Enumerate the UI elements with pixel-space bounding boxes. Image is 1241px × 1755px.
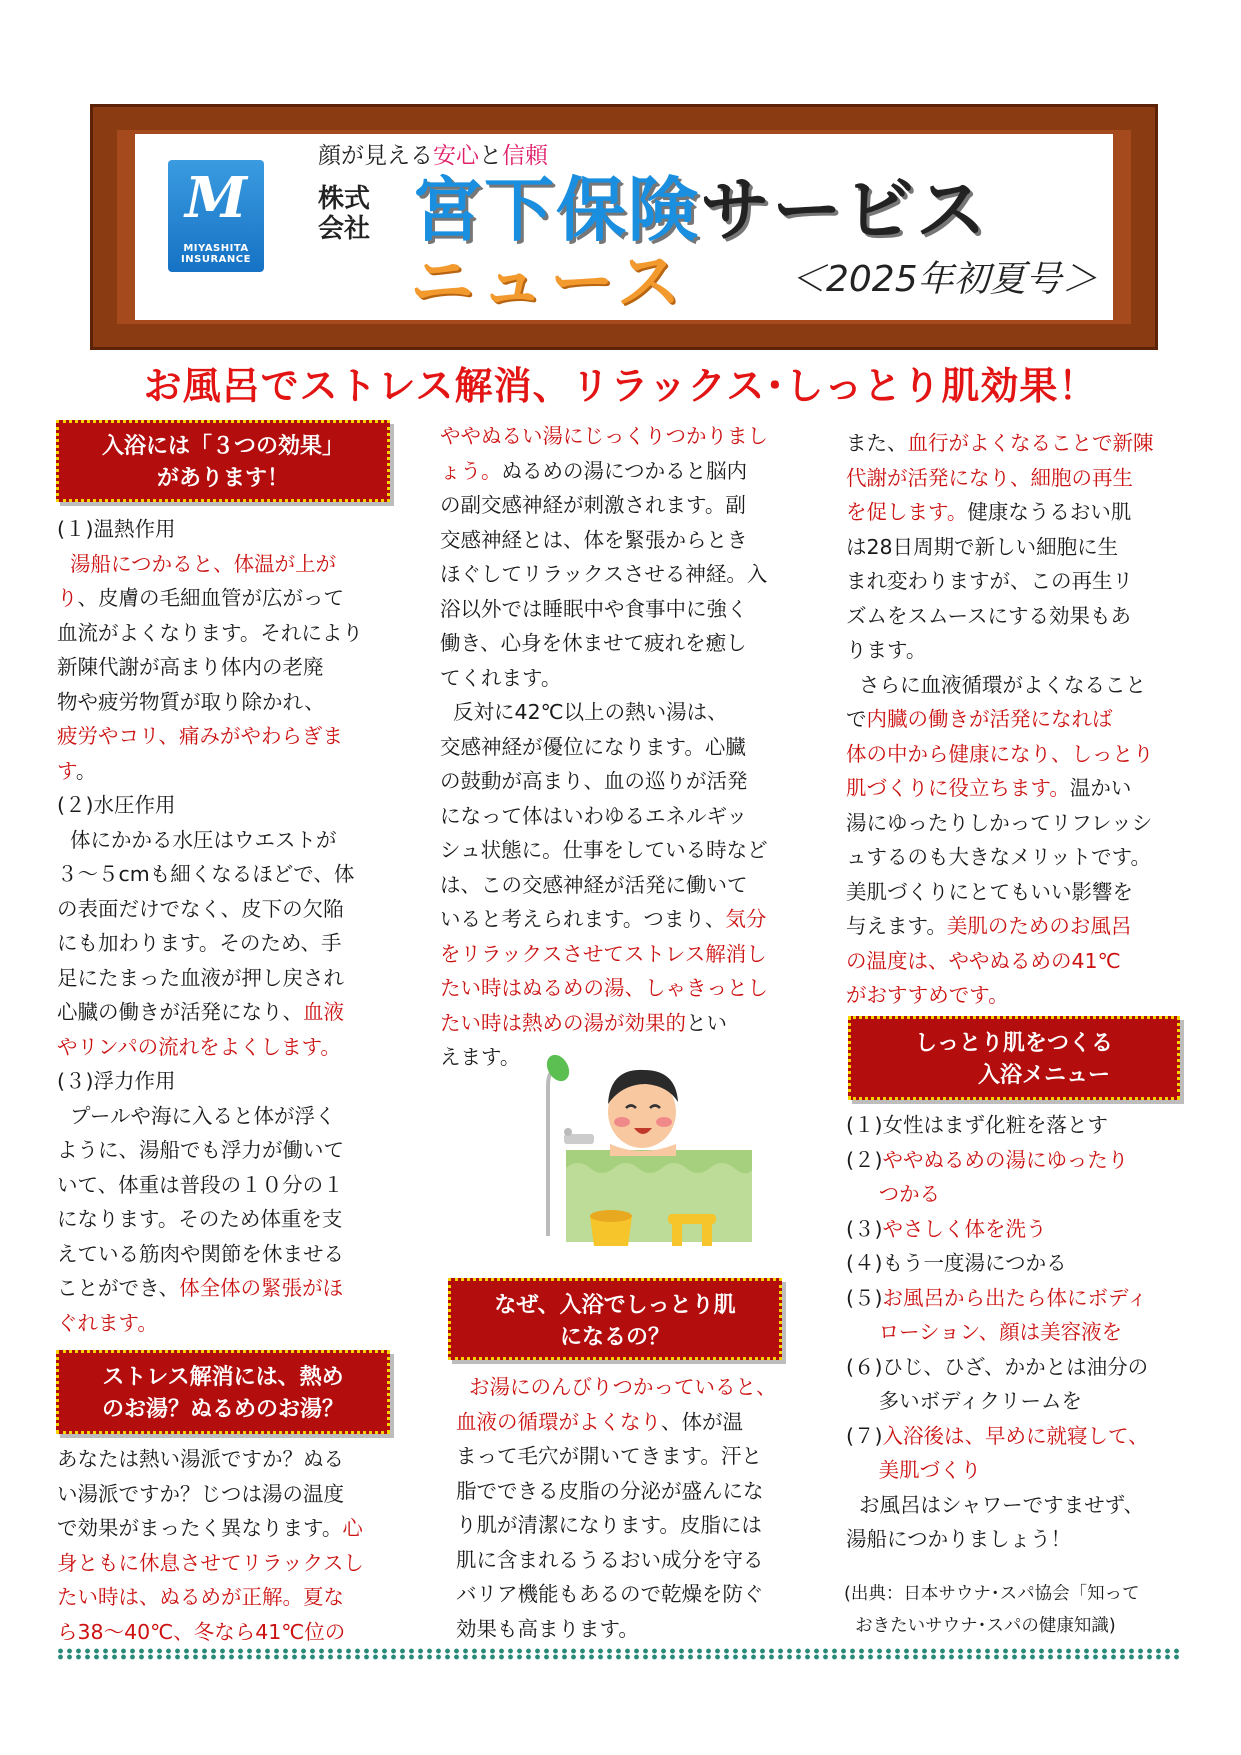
text-line: たい時はぬるめの湯、しゃきっとし (440, 976, 768, 1000)
text-line: がおすすめです。 (846, 983, 1009, 1007)
text-line: 交感神経が優位になります。心臓 (440, 734, 746, 759)
text-line: 湯船につかると、体温が上が (70, 551, 337, 576)
text-line: さらに血液循環がよくなること (846, 672, 1147, 697)
text-line: で内臓の働きが活発になれば (846, 707, 1113, 731)
text-line: 美肌づくりにとてもいい影響を (846, 879, 1133, 904)
text-line: 反対に42℃以上の熱い湯は、 (440, 700, 728, 724)
text-line: 効果も高まります。 (456, 1616, 639, 1641)
text-line: ズムをスムースにする効果もあ (846, 603, 1131, 628)
text-line: 湯にゆったりしかってリフレッシ (846, 810, 1153, 835)
text-line: 多いボディクリームを (846, 1389, 1082, 1413)
text-line: シュ状態に。仕事をしている時など (440, 838, 768, 862)
text-line: を促します。健康なうるおい肌 (846, 500, 1132, 524)
text-line: (４)もう一度湯につかる (846, 1251, 1067, 1275)
column-3-bath-menu-list (846, 1108, 1149, 1557)
text-line: ュするのも大きなメリットです。 (846, 845, 1152, 869)
text-line: (７)入浴後は、早めに就寝して、 (846, 1423, 1149, 1448)
text-line: 湯船につかりましょう！ (846, 1527, 1072, 1551)
text-line: 新陳代謝が高まり体内の老廃 (57, 655, 324, 679)
text-line: (１)女性はまず化粧を落とす (846, 1113, 1108, 1137)
column-2-text (440, 419, 768, 1075)
text-line: 疲労やコリ、痛みがやわらぎま (57, 724, 343, 748)
text-line: ぐれます。 (57, 1310, 158, 1335)
text-line: になります。そのため体重を支 (57, 1207, 343, 1231)
text-line: プールや海に入ると体が浮く (57, 1103, 336, 1128)
text-line: えている筋肉や関節を休ませる (57, 1241, 344, 1266)
text-line: の温度は、ややぬるめの41℃ (846, 948, 1121, 973)
text-line: す。 (57, 758, 97, 783)
text-line: り、皮膚の毛細血管が広がって (57, 586, 344, 610)
text-line: バリア機能もあるので乾燥を防ぐ (456, 1582, 764, 1606)
text-line: ります。 (846, 638, 927, 662)
text-line: まって毛穴が開いてきます。汗と (456, 1444, 762, 1468)
text-line: ３～５cmも細くなるほどで、体 (57, 862, 355, 886)
logo-text-miyashita: MIYASHITA (183, 243, 249, 254)
text-line: あなたは熱い湯派ですか？ぬる (57, 1447, 344, 1471)
text-line: ほぐしてリラックスさせる神経。入 (440, 562, 768, 586)
text-line: てくれます。 (440, 665, 562, 690)
text-line: (１)温熱作用 (57, 517, 176, 541)
text-line: で効果がまったく異なります。心 (57, 1516, 363, 1540)
text-line: にも加わります。そのため、手 (57, 931, 342, 955)
text-line: の副交感神経が刺激されます。副 (440, 493, 746, 517)
newsletter-title: ニュース (410, 246, 687, 320)
text-line: の鼓動が高まり、血の巡りが活発 (440, 769, 748, 793)
text-line: 脂でできる皮脂の分泌が盛んにな (456, 1478, 764, 1503)
text-line: ょう。ぬるめの湯につかると脳内 (440, 458, 748, 483)
text-line: また、血行がよくなることで新陳 (846, 431, 1154, 455)
text-line: つかる (878, 1182, 941, 1206)
text-line: は28日周期で新しい細胞に生 (846, 534, 1119, 559)
section-heading-bath-menu: しっとり肌をつくる 入浴メニュー (848, 1016, 1180, 1100)
text-line: 血液の循環がよくなり、体が温 (456, 1409, 743, 1434)
text-line: 体の中から健康になり、しっとり (846, 741, 1154, 766)
text-line: になって体はいわゆるエネルギッ (440, 803, 748, 828)
text-line: たい時は熱めの湯が効果的とい (440, 1010, 727, 1035)
text-line: やリンパの流れをよくします。 (57, 1034, 341, 1059)
text-line: (２)水圧作用 (57, 793, 176, 817)
text-line: ことができ、体全体の緊張がほ (57, 1276, 344, 1300)
man-in-bath-illustration (518, 1046, 758, 1268)
text-line: 肌に含まれるうるおい成分を守る (456, 1547, 764, 1572)
text-line: 足にたまった血液が押し戻され (57, 965, 344, 990)
logo-text-insurance: INSURANCE (181, 254, 251, 265)
text-line: たい時は、ぬるめが正解。夏な (57, 1585, 344, 1609)
logo-mark: M (185, 165, 247, 231)
text-line: (３)やさしく体を洗う (846, 1216, 1047, 1241)
text-line: 血流がよくなります。それにより (57, 620, 363, 645)
text-line: い湯派ですか？じつは湯の温度 (57, 1481, 344, 1506)
section-heading-stress-relief: ストレス解消には、熱め のお湯？ぬるめのお湯？ (56, 1350, 390, 1434)
issue-label: ＜2025年初夏号＞ (790, 259, 1098, 300)
text-line: 物や疲労物質が取り除かれ、 (57, 689, 325, 714)
text-line: 肌づくりに役立ちます。温かい (846, 776, 1132, 800)
source-citation: (出典：日本サウナ･スパ協会「知って おきたいサウナ･スパの健康知識) (844, 1584, 1140, 1636)
text-line: ややぬるい湯にじっくりつかりまし (440, 424, 768, 448)
text-line: (５)お風呂から出たら体にボディ (846, 1285, 1148, 1310)
column-2-moist-skin-text (456, 1370, 777, 1646)
column-1-stress-text (57, 1442, 364, 1649)
text-line: (６)ひじ、ひざ、かかとは油分の (846, 1354, 1149, 1379)
text-line: をリラックスさせてストレス解消し (440, 941, 767, 966)
text-line: 代謝が活発になり、細胞の再生 (846, 465, 1133, 490)
text-line: 浴以外では睡眠中や食事中に強く (440, 596, 748, 621)
text-line: 体にかかる水圧はウエストが (57, 827, 337, 852)
text-line: まれ変わりますが、この再生リ (846, 569, 1133, 593)
footer-dotted-divider (56, 1648, 1180, 1660)
text-line: 働き、心身を休ませて疲れを癒し (440, 631, 747, 655)
text-line: いて、体重は普段の１０分の１ (57, 1172, 344, 1197)
page-headline: お風呂でストレス解消、リラックス･しっとり肌効果！ (143, 364, 1098, 408)
tagline: 顔が見える安心と信頼 (318, 143, 548, 169)
text-line: (２)ややぬるめの湯にゆったり (846, 1147, 1129, 1172)
text-line: えます。 (440, 1045, 521, 1069)
text-line: ローション、顔は美容液を (878, 1320, 1123, 1344)
text-line: お風呂はシャワーですませず、 (846, 1492, 1144, 1517)
company-name: 宮下保険サービス (412, 169, 988, 251)
text-line: (３)浮力作用 (57, 1069, 176, 1093)
text-line: は、この交感神経が活発に働いて (440, 872, 748, 897)
text-line: 身ともに休息させてリラックスし (57, 1550, 364, 1575)
section-heading-three-effects: 入浴には「３つの効果」 があります！ (56, 420, 390, 502)
text-line: いると考えられます。つまり、気分 (440, 907, 767, 931)
kabushiki-kaisha: 株式 会社 (318, 184, 371, 244)
text-line: ら38～40℃、冬なら41℃位の (57, 1619, 346, 1644)
column-1-effects-text (57, 512, 363, 1340)
text-line: の表面だけでなく、皮下の欠陥 (57, 896, 344, 921)
text-line: り肌が清潔になります。皮脂には (456, 1513, 762, 1537)
text-line: 心臓の働きが活発になり、血液 (57, 1000, 344, 1024)
column-3-text (846, 426, 1154, 1013)
text-line: 美肌づくり (878, 1458, 982, 1482)
text-line: ように、湯船でも浮力が働いて (57, 1138, 344, 1162)
text-line: 交感神経とは、体を緊張からとき (440, 527, 748, 552)
text-line: 与えます。美肌のためのお風呂 (846, 914, 1132, 938)
text-line: お湯にのんびりつかっていると、 (469, 1375, 777, 1399)
section-heading-moist-skin: なぜ、入浴でしっとり肌 になるの？ (448, 1278, 782, 1360)
